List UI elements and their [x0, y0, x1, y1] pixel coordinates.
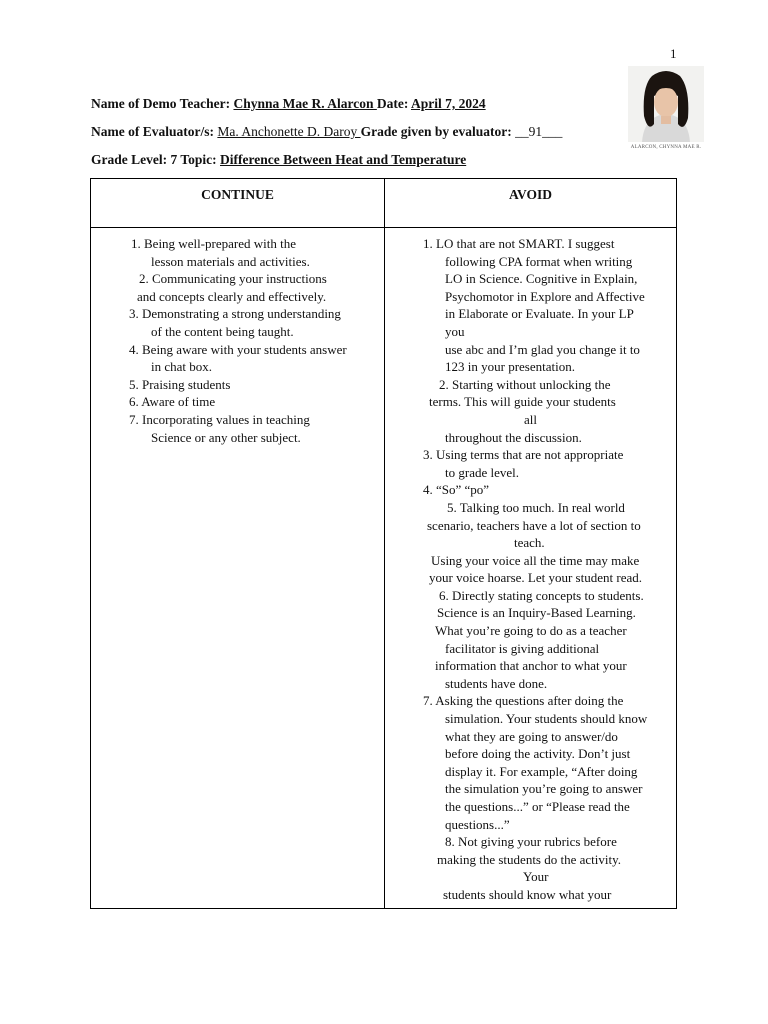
header-row-divider	[91, 227, 676, 228]
list-line: 5. Talking too much. In real world	[447, 499, 625, 515]
list-line: 1. LO that are not SMART. I suggest	[423, 236, 615, 251]
list-line: 2. Starting without unlocking the	[439, 376, 611, 392]
evaluation-table	[90, 178, 677, 909]
list-line: questions...”	[445, 816, 510, 832]
date-value: April 7, 2024	[410, 96, 486, 111]
list-line: and concepts clearly and effectively.	[137, 288, 327, 304]
avoid-list	[385, 235, 676, 904]
list-line: students should know what your	[443, 886, 612, 902]
list-line: what they are going to answer/do	[445, 728, 618, 744]
list-line: following CPA format when writing	[445, 253, 633, 269]
list-line: facilitator is giving additional	[445, 640, 600, 656]
teacher-portrait-image	[628, 66, 704, 142]
list-line: What you’re going to do as a teacher	[435, 623, 627, 639]
list-line: of the content being taught.	[151, 323, 294, 339]
photo-caption: ALARCON, CHYNNA MAE R.	[630, 145, 702, 150]
list-line: to grade level.	[445, 464, 519, 480]
list-line: 8. Not giving your rubrics before	[445, 834, 617, 850]
list-line: Science or any other subject.	[151, 429, 301, 445]
list-line: 7. Incorporating values in teaching	[129, 411, 310, 427]
list-line: scenario, teachers have a lot of section to	[427, 517, 641, 533]
list-line: teach.	[514, 535, 545, 551]
list-line: 5. Praising students	[129, 376, 231, 392]
list-line: display it. For example, “After doing	[445, 763, 638, 779]
teacher-photo	[628, 66, 704, 142]
list-line: Using your voice all the time may make	[431, 552, 640, 568]
evaluator-grade-line	[91, 124, 562, 140]
evaluator-label: Name of Evaluator/s:	[91, 124, 218, 139]
avoid-column-header: AVOID	[509, 187, 552, 202]
topic-value: Difference Between Heat and Temperature	[220, 152, 467, 167]
list-line: students have done.	[445, 675, 548, 691]
list-line: Your	[523, 869, 549, 885]
list-line: Science is an Inquiry-Based Learning.	[437, 605, 636, 621]
list-line: all	[524, 411, 537, 427]
list-line: 6. Aware of time	[129, 394, 216, 410]
list-line: LO in Science. Cognitive in Explain,	[445, 271, 638, 287]
list-line: simulation. Your students should know	[445, 711, 648, 727]
list-line: in Elaborate or Evaluate. In your LP	[445, 306, 634, 322]
grade-level-label: Grade Level: 7 Topic:	[91, 152, 220, 167]
teacher-name: Chynna Mae R. Alarcon	[233, 96, 377, 111]
list-line: making the students do the activity.	[437, 851, 622, 867]
list-line: 4. Being aware with your students answer	[129, 341, 347, 357]
list-line: lesson materials and activities.	[151, 253, 310, 269]
list-line: 123 in your presentation.	[445, 359, 575, 375]
list-line: 1. Being well-prepared with the	[131, 236, 296, 251]
grade-given-value: __91___	[515, 124, 563, 139]
list-line: 3. Using terms that are not appropriate	[423, 447, 624, 463]
list-line: throughout the discussion.	[445, 429, 582, 445]
list-line: terms. This will guide your students	[429, 394, 616, 410]
list-line: information that anchor to what your	[435, 658, 627, 674]
list-line: 3. Demonstrating a strong understanding	[129, 306, 341, 322]
date-label: Date:	[376, 96, 411, 111]
grade-topic-line	[91, 152, 466, 168]
continue-list	[91, 235, 384, 446]
page-number: 1	[670, 46, 677, 61]
list-line: you	[445, 323, 465, 339]
evaluator-name: Ma. Anchonette D. Daroy	[217, 124, 361, 139]
list-line: the questions...” or “Please read the	[445, 799, 630, 814]
teacher-date-line	[91, 96, 486, 112]
list-line: 7. Asking the questions after doing the	[423, 693, 624, 709]
list-line: 6. Directly stating concepts to students.	[439, 587, 644, 603]
teacher-label: Name of Demo Teacher:	[91, 96, 234, 111]
continue-column-header: CONTINUE	[201, 187, 274, 202]
list-line: use abc and I’m glad you change it to	[445, 341, 640, 357]
list-line: the simulation you’re going to answer	[445, 781, 643, 797]
list-line: before doing the activity. Don’t just	[445, 746, 631, 762]
list-line: your voice hoarse. Let your student read.	[429, 570, 642, 586]
list-line: 2. Communicating your instructions	[139, 271, 327, 287]
list-line: 4. “So” “po”	[423, 482, 490, 498]
list-line: Psychomotor in Explore and Affective	[445, 288, 645, 304]
list-line: in chat box.	[151, 359, 213, 375]
grade-given-label: Grade given by evaluator:	[360, 124, 516, 139]
